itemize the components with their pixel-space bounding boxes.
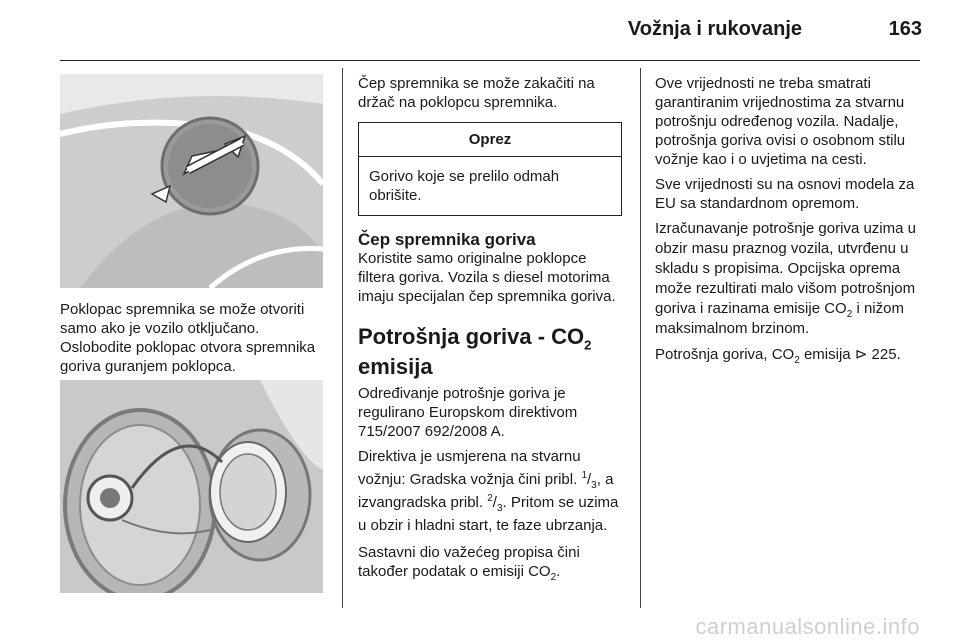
heading-co2-a: Potrošnja goriva - CO: [358, 324, 585, 349]
emission-b: .: [556, 563, 561, 580]
header-rule: [60, 60, 920, 61]
fuel-door-instruction: Poklopac spremnika se može otvoriti samo ako je vozilo otključano. Oslobodite poklopac otvora spremnika goriva guranjem poklopca.: [60, 301, 316, 375]
page-ref-arrow-icon: ⊳: [854, 346, 868, 363]
calc-b: i nižom maksimalnom brzinom.: [655, 300, 904, 337]
emission-a: Sastavni dio važećeg propisa čini također podatak o emisiji CO: [358, 544, 580, 580]
page-header-title: Vožnja i rukovanje: [627, 18, 802, 40]
heading-co2-sub: 2: [584, 337, 592, 353]
figure-fuel-door: [60, 74, 323, 288]
split-c: . Pritom se uzima u obzir i hladni start, te faze ubrzanja.: [358, 494, 619, 534]
ref-a: Potrošnja goriva, CO: [655, 346, 795, 363]
cap-holder-text: Čep spremnika se može zakačiti na držač na poklopcu spremnika.: [358, 75, 595, 111]
calc-a: Izračunavanje potrošnje goriva uzima u obzir masu praznog vozila, utvrđenu u skladu s propisima. Opcijska oprema može rezultirati malo višom potrošnjom goriva i razinama emisije CO: [655, 220, 916, 317]
heading-co2-b: emisija: [358, 354, 433, 379]
frac1-den: 3: [591, 480, 597, 491]
fuel-cap-text: Koristite samo originalne poklopce filtera goriva. Vozila s diesel motorima imaju specijalan čep spremnika goriva.: [358, 250, 616, 305]
watermark: carmanualsonline.info: [695, 614, 920, 639]
ref-b: emisija: [799, 346, 855, 363]
ref-page[interactable]: 225.: [867, 346, 901, 363]
driving-split-text: Direktiva je usmjerena na stvarnu vožnju: Gradska vožnja čini pribl. $^1/_3$, a izvangradska pribl. $^2/_3$. Pritom se uzima u obzir i hladni start, te faze ubrzanja.: [358, 448, 619, 534]
emission-sub: 2: [550, 572, 557, 583]
figure-fuel-cap: [60, 380, 323, 593]
column-divider-1: [342, 68, 343, 608]
page-number: 163: [888, 18, 922, 40]
frac1-num: 1: [581, 470, 587, 481]
values-disclaimer: Ove vrijednosti ne treba smatrati garantiranim vrijednostima za stvarnu potrošnju određenog vozila. Nadalje, potrošnja goriva ovisi o osobnom stilu vožnje kao i o uvjetima na cesti.: [655, 75, 906, 168]
directive-text: Određivanje potrošnje goriva je regulirano Europskom direktivom 715/2007 692/2008 A.: [358, 385, 578, 440]
frac2-den: 3: [496, 503, 503, 514]
column-divider-2: [640, 68, 641, 608]
warning-body: Gorivo koje se prelilo odmah obrišite.: [369, 168, 560, 204]
heading-co2: [358, 322, 626, 382]
eu-model-text: Sve vrijednosti su na osnovi modela za EU sa standardnom opremom.: [655, 176, 915, 212]
emission-text: [358, 543, 626, 581]
calculation-text: [655, 219, 925, 339]
reference-text: [655, 345, 925, 364]
split-b: , a izvangradska pribl.: [358, 471, 614, 511]
calc-sub: 2: [846, 309, 853, 320]
split-a: Direktiva je usmjerena na stvarnu vožnju: Gradska vožnja čini pribl.: [358, 448, 582, 488]
heading-fuel-cap: Čep spremnika goriva: [358, 230, 536, 249]
ref-sub: 2: [794, 355, 800, 366]
warning-title: Oprez: [359, 123, 621, 157]
warning-box: [358, 122, 622, 216]
frac2-num: 2: [487, 493, 493, 504]
